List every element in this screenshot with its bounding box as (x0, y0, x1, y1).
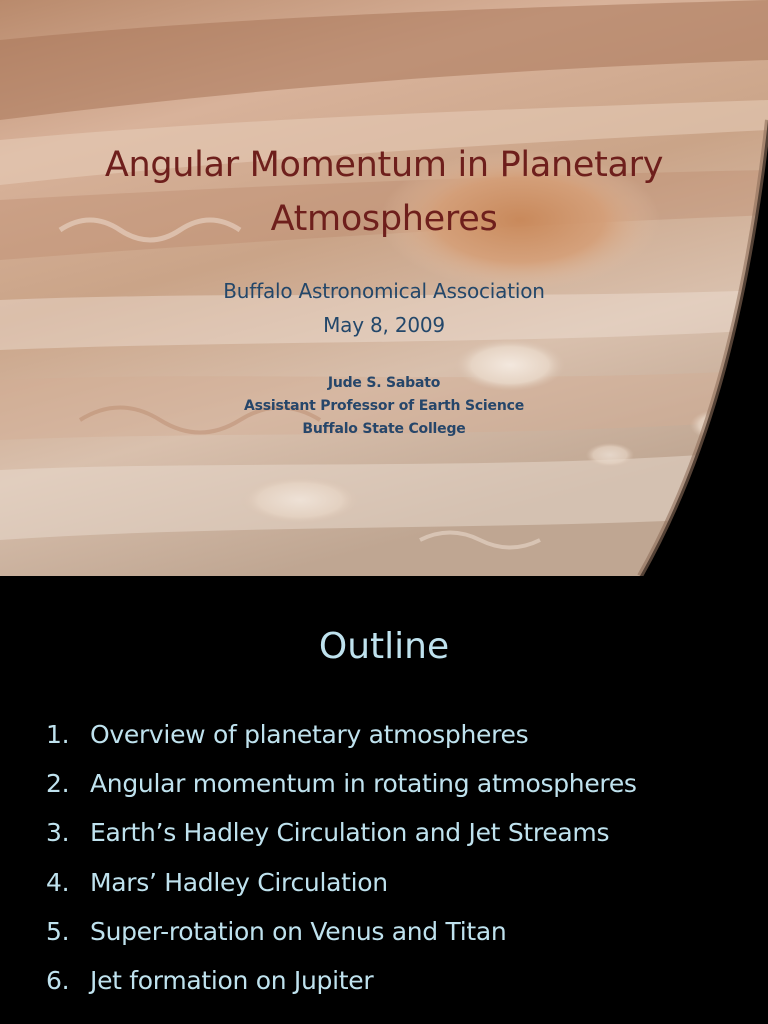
outline-list (0, 710, 768, 1005)
outline-item-number: 5. (46, 916, 70, 946)
author-info (20, 372, 748, 441)
outline-item (0, 956, 768, 1005)
outline-item (0, 710, 768, 759)
organization-name: Buffalo Astronomical Association (223, 279, 545, 303)
outline-slide (0, 576, 768, 1024)
outline-item (0, 858, 768, 907)
outline-item-text: Super-rotation on Venus and Titan (90, 916, 507, 946)
outline-item-number: 4. (46, 867, 70, 897)
outline-item-text: Angular momentum in rotating atmospheres (90, 769, 637, 799)
outline-heading: Outline (318, 626, 450, 667)
author-name: Jude S. Sabato (327, 375, 441, 391)
outline-item-text: Overview of planetary atmospheres (90, 720, 529, 749)
outline-item-number: 1. (46, 720, 70, 749)
outline-item-text: Earth’s Hadley Circulation and Jet Streams (90, 818, 610, 848)
author-affiliation: Buffalo State College (302, 421, 466, 437)
presentation-date: May 8, 2009 (323, 313, 445, 337)
outline-item-text: Jet formation on Jupiter (90, 965, 374, 995)
outline-item-number: 3. (46, 818, 70, 848)
event-info (20, 274, 748, 342)
presentation-title (20, 138, 748, 246)
title-line-1: Angular Momentum in Planetary (104, 145, 664, 185)
title-line-2: Atmospheres (270, 199, 498, 239)
outline-item (0, 808, 768, 857)
outline-item (0, 759, 768, 808)
author-title: Assistant Professor of Earth Science (243, 398, 524, 414)
outline-item-text: Mars’ Hadley Circulation (90, 867, 388, 897)
outline-item-number: 6. (46, 965, 70, 995)
outline-item-number: 2. (46, 769, 70, 799)
outline-item (0, 907, 768, 956)
